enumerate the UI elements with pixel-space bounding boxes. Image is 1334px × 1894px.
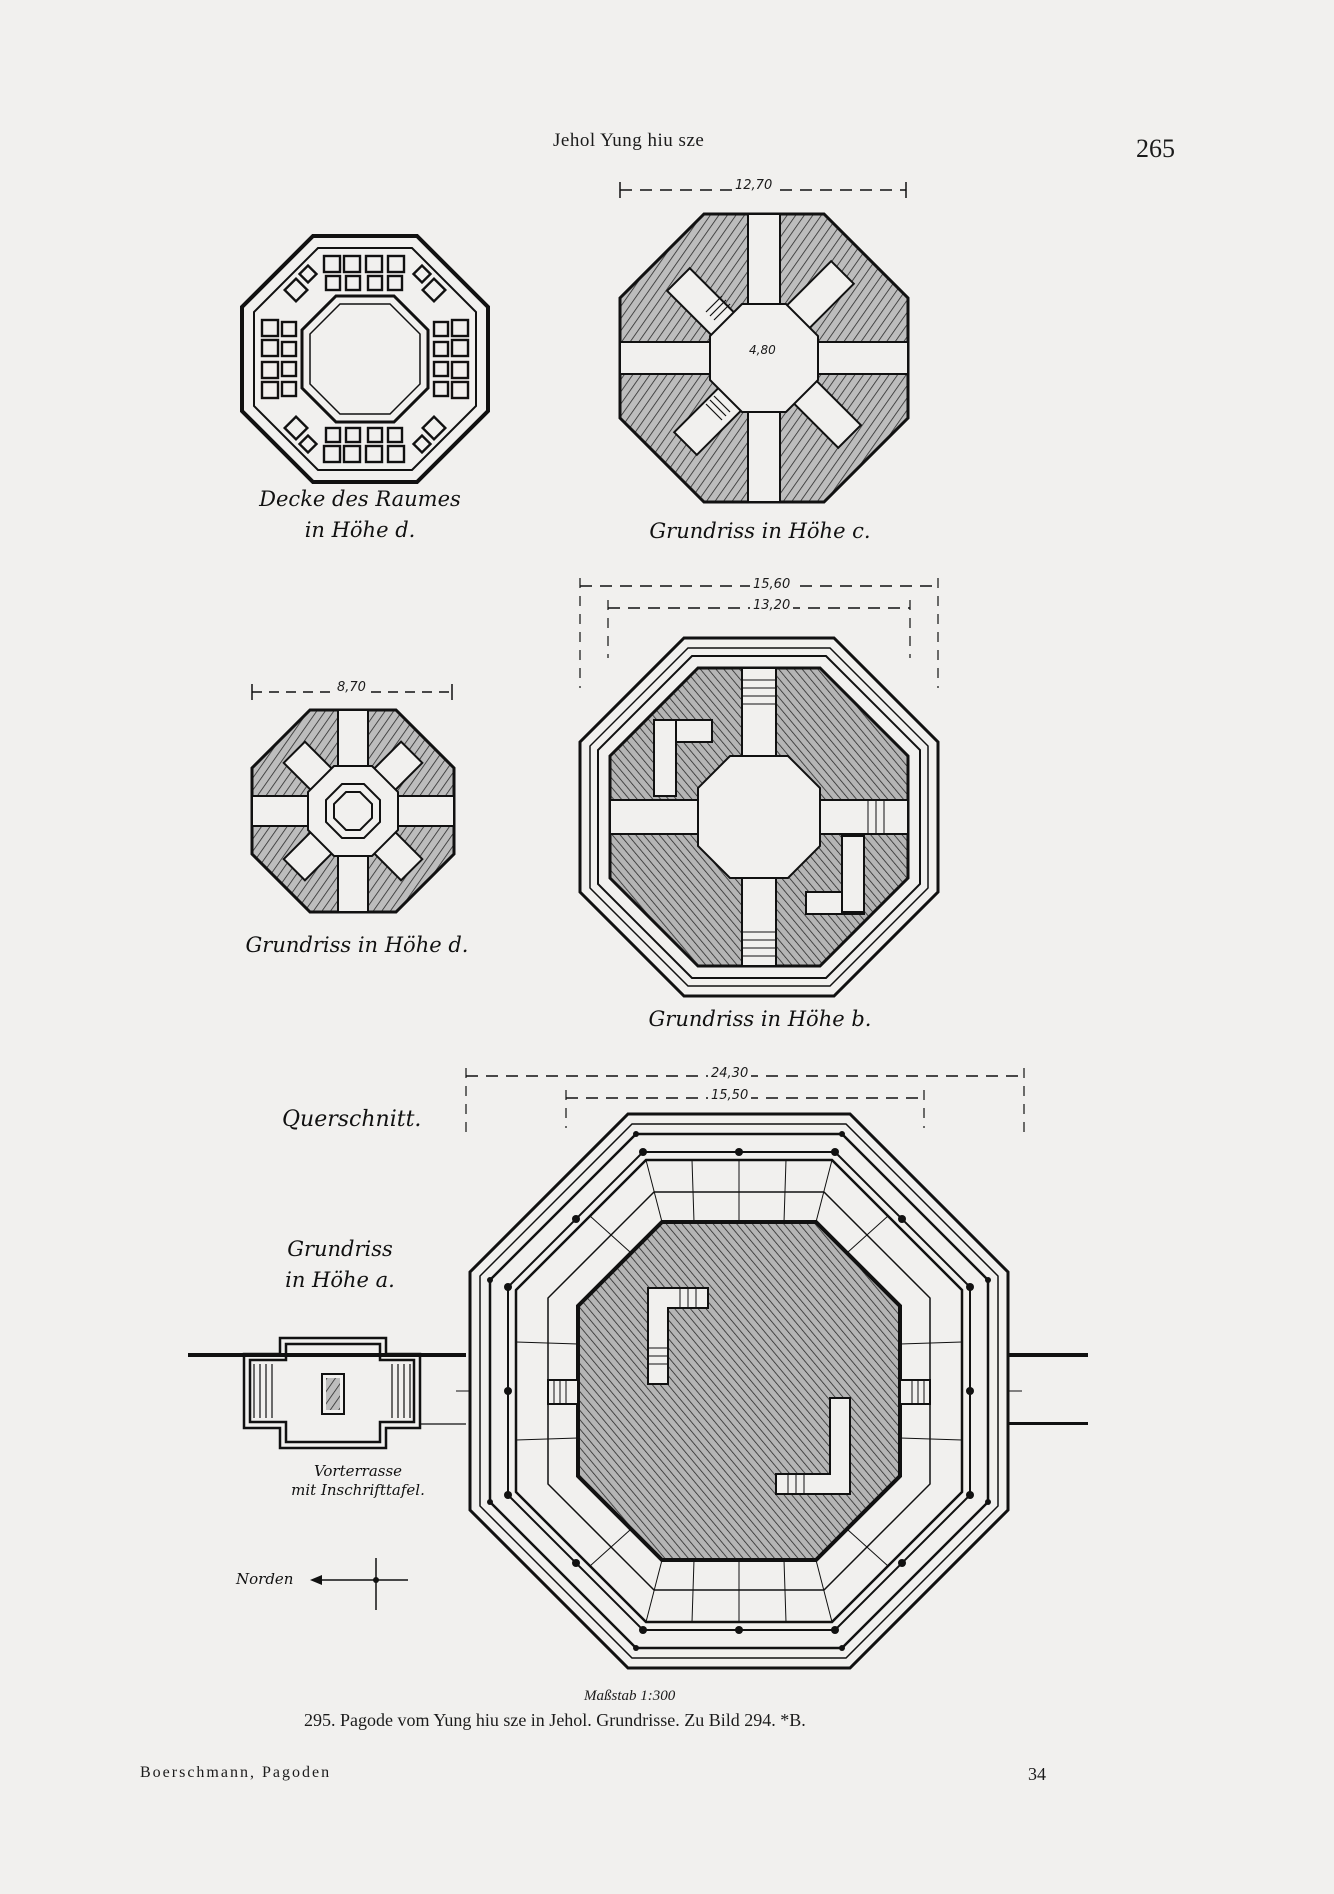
floor-plan-b: [578, 636, 940, 998]
floor-plan-d: [250, 708, 456, 914]
ceiling-plan-d: [240, 234, 490, 484]
label-cross-section: Querschnitt.: [282, 1107, 422, 1132]
caption-plan-c: Grundriss in Höhe c.: [649, 519, 871, 543]
dimension-plan-a-outer: 24,30: [708, 1066, 751, 1081]
caption-plan-a: Grundriss in Höhe a.: [285, 1237, 395, 1292]
caption-plan-b: Grundriss in Höhe b.: [648, 1007, 872, 1031]
dimension-plan-b-inner: 13,20: [750, 598, 793, 613]
scale-note: Maßstab 1:300: [584, 1688, 676, 1704]
terrace-label: Vorterrasse mit Inschrifttafel.: [291, 1462, 425, 1499]
caption-plan-d: Grundriss in Höhe d.: [245, 933, 469, 957]
floor-plan-c: [618, 212, 910, 504]
north-label: Norden: [236, 1570, 294, 1588]
dimension-plan-c-inner: 4,80: [746, 343, 779, 357]
caption-ceiling-d: Decke des Raumes in Höhe d.: [259, 487, 461, 542]
figure-caption: 295. Pagode vom Yung hiu sze in Jehol. Grundrisse. Zu Bild 294. *B.: [304, 1710, 806, 1730]
dimension-plan-c-outer: 12,70: [732, 178, 775, 193]
page-number: 265: [1136, 134, 1175, 163]
north-arrow-icon: [310, 1556, 410, 1612]
dimension-plan-b-outer: 15,60: [750, 577, 793, 592]
running-title: Jehol Yung hiu sze: [553, 130, 705, 151]
footer-author: Boerschmann, Pagoden: [140, 1764, 332, 1781]
footer-signature: 34: [1028, 1764, 1046, 1784]
dimension-plan-a-inner: 15,50: [708, 1088, 751, 1103]
dimension-plan-d-outer: 8,70: [334, 680, 369, 695]
